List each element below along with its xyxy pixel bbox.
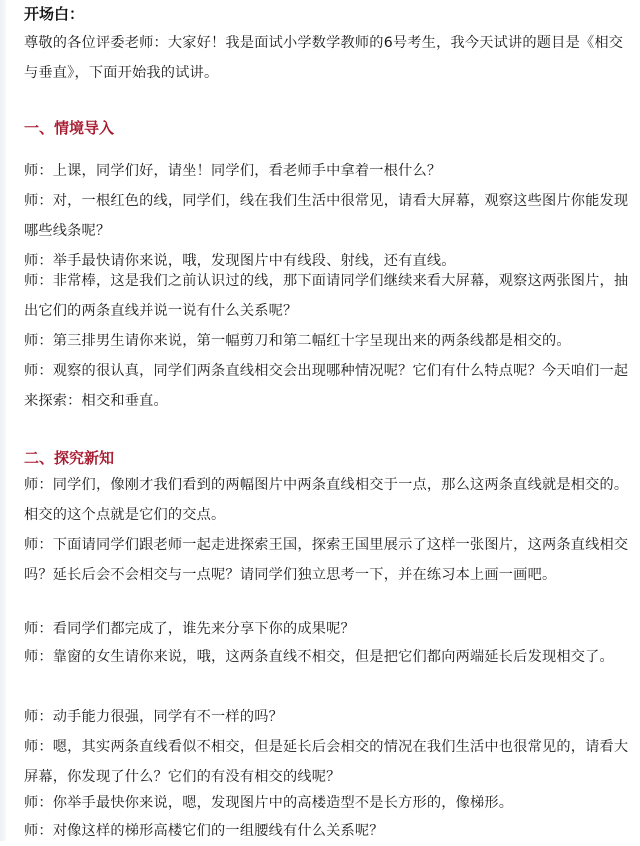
paragraph: 师：非常棒，这是我们之前认识过的线，那下面请同学们继续来看大屏幕，观察这两张图片，抽出它们的两条直线并说一说有什么关系呢？ (24, 273, 629, 319)
section-heading-explore: 二、探究新知 (24, 449, 115, 467)
paragraph: 师：看同学们都完成了，谁先来分享下你的成果呢？ (24, 621, 355, 637)
paragraph: 师：嗯，其实两条直线看似不相交，但是延长后会相交的情况在我们生活中也很常见的，请看大屏幕，你发现了什么？它们的有没有相交的线呢？ (24, 739, 629, 785)
paragraph: 师：第三排男生请你来说，第一幅剪刀和第二幅红十字呈现出来的两条线都是相交的。 (24, 333, 571, 349)
section-heading-intro: 一、情境导入 (24, 119, 115, 137)
paragraph: 师：你举手最快你来说，嗯，发现图片中的高楼造型不是长方形的，像梯形。 (24, 795, 514, 811)
paragraph: 师：对像这样的梯形高楼它们的一组腰线有什么关系呢？ (24, 823, 384, 839)
paragraph: 师：上课，同学们好，请坐！同学们，看老师手中拿着一根什么？ (24, 163, 442, 179)
opening-paragraph: 尊敬的各位评委老师：大家好！我是面试小学数学教师的6号考生，我今天试讲的题目是《相交与垂直》，下面开始我的试讲。 (24, 35, 624, 81)
left-edge-strip (0, 0, 6, 841)
paragraph: 师：对，一根红色的线，同学们，线在我们生活中很常见，请看大屏幕，观察这些图片你能发现哪些线条呢？ (24, 193, 629, 239)
paragraph: 师：靠窗的女生请你来说，哦，这两条直线不相交，但是把它们都向两端延长后发现相交了。 (24, 649, 614, 665)
opening-title: 开场白： (24, 5, 85, 23)
paragraph: 师：下面请同学们跟老师一起走进探索王国，探索王国里展示了这样一张图片，这两条直线相交吗？延长后会不会相交与一点呢？请同学们独立思考一下，并在练习本上画一画吧。 (24, 537, 629, 583)
paragraph: 师：举手最快请你来说，哦，发现图片中有线段、射线，还有直线。 (24, 253, 456, 269)
paragraph: 师：同学们，像刚才我们看到的两幅图片中两条直线相交于一点，那么这两条直线就是相交的。相交的这个点就是它们的交点。 (24, 477, 629, 523)
paragraph: 师：观察的很认真，同学们两条直线相交会出现哪种情况呢？它们有什么特点呢？今天咱们一起来探索：相交和垂直。 (24, 363, 629, 409)
paragraph: 师：动手能力很强，同学有不一样的吗？ (24, 709, 283, 725)
